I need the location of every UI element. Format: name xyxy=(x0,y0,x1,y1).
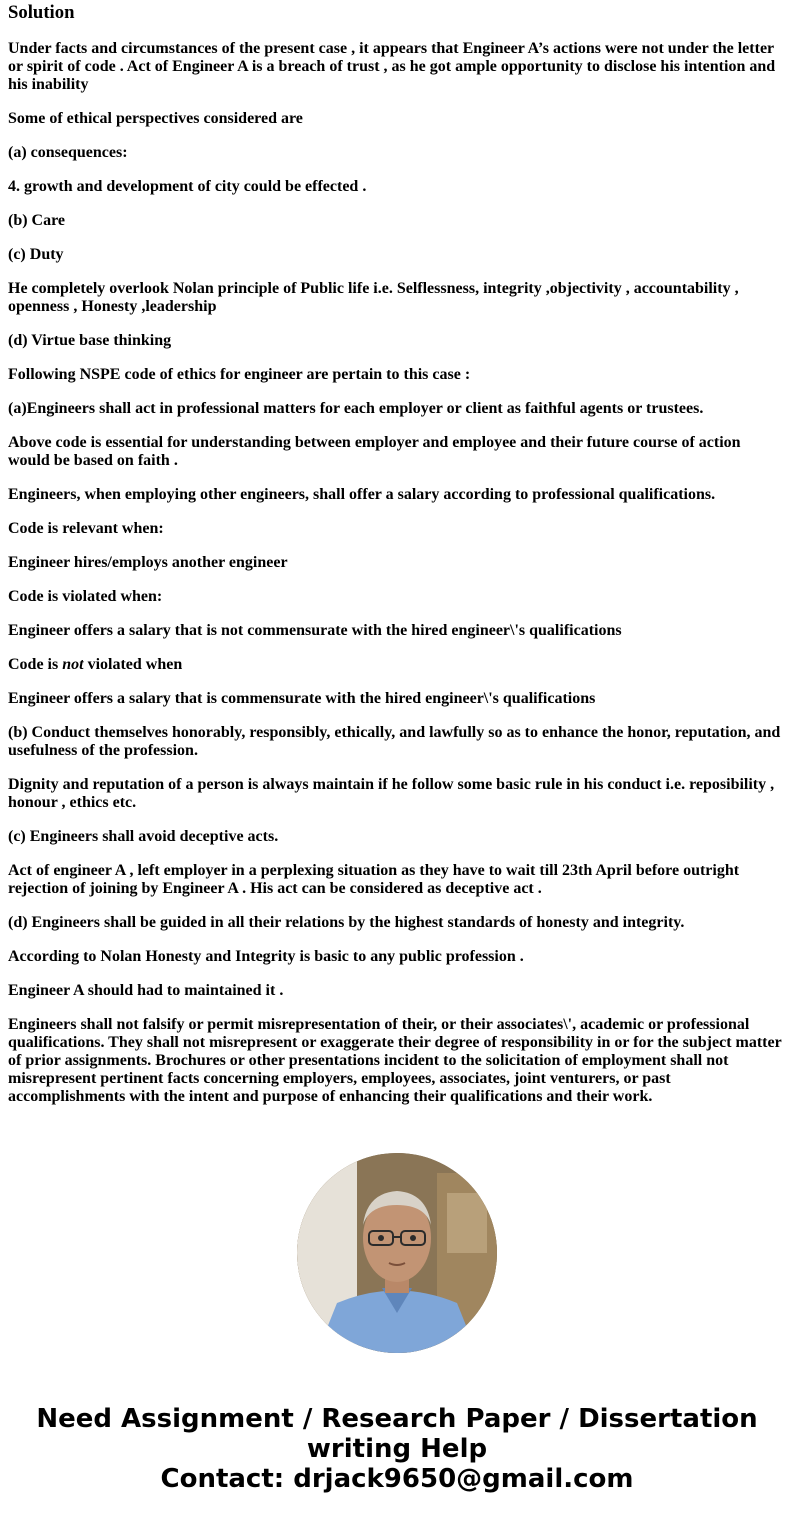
author-avatar xyxy=(297,1153,497,1353)
not-violated-before: Code is xyxy=(8,656,63,673)
footer-contact: Contact: drjack9650@gmail.com xyxy=(160,1464,634,1494)
paragraph-code-b: (b) Conduct themselves honorably, responsibly, ethically, and lawfully so as to enhance the honor, reputation, and usefulness of the profession. xyxy=(8,724,781,759)
footer-line-1: Need Assignment / Research Paper / Dissertation xyxy=(36,1404,758,1434)
paragraph-not-violated xyxy=(8,656,786,674)
paragraph-consequences: (a) consequences: xyxy=(8,144,128,161)
paragraph-intro: Under facts and circumstances of the present case , it appears that Engineer A’s actions were not under the letter or spirit of code . Act of Engineer A is a breach of trust , as he got ample opportunity to disclose his intention and his inability xyxy=(8,40,776,93)
solution-text xyxy=(8,40,786,1122)
paragraph-deceptive: Act of engineer A , left employer in a perplexing situation as they have to wait till 23th April before outright rejection of joining by Engineer A . His act can be considered as deceptive act . xyxy=(8,862,740,897)
paragraph-nolan-honesty: According to Nolan Honesty and Integrity is basic to any public profession . xyxy=(8,948,524,965)
paragraph-care: (b) Care xyxy=(8,212,66,229)
paragraph-salary: Engineers, when employing other engineers, shall offer a salary according to professional qualifications. xyxy=(8,486,716,503)
not-violated-emphasis: not xyxy=(62,656,84,673)
paragraph-dignity: Dignity and reputation of a person is always maintain if he follow some basic rule in his conduct i.e. reposibility , honour , ethics etc. xyxy=(8,776,775,811)
contact-banner xyxy=(0,1404,794,1494)
paragraph-code-a-explain: Above code is essential for understanding between employer and employee and their future course of action would be based on faith . xyxy=(8,434,741,469)
solution-heading: Solution xyxy=(8,2,75,23)
author-portrait-icon xyxy=(297,1153,497,1353)
paragraph-hires: Engineer hires/employs another engineer xyxy=(8,554,288,571)
paragraph-relevant: Code is relevant when: xyxy=(8,520,164,537)
paragraph-nspe-intro: Following NSPE code of ethics for engineer are pertain to this case : xyxy=(8,366,471,383)
paragraph-not-commensurate: Engineer offers a salary that is not commensurate with the hired engineer\'s qualifications xyxy=(8,622,622,639)
paragraph-code-c: (c) Engineers shall avoid deceptive acts. xyxy=(8,828,279,845)
paragraph-falsify: Engineers shall not falsify or permit misrepresentation of their, or their associates\', academic or professional qualifications. They shall not misrepresent or exaggerate their degree of responsibility in or for the subject matter of prior assignments. Brochures or other presentations incident to the solicitation of employment shall not misrepresent pertinent facts concerning employers, employees, associates, joint venturers, or past accomplishments with the intent and purpose of enhancing their qualifications and their work. xyxy=(8,1016,782,1105)
paragraph-duty: (c) Duty xyxy=(8,246,64,263)
footer-line-2: writing Help xyxy=(306,1434,488,1464)
paragraph-violated: Code is violated when: xyxy=(8,588,163,605)
paragraph-growth: 4. growth and development of city could be effected . xyxy=(8,178,367,195)
paragraph-virtue: (d) Virtue base thinking xyxy=(8,332,172,349)
not-violated-after: violated when xyxy=(83,656,183,673)
paragraph-maintain: Engineer A should had to maintained it . xyxy=(8,982,284,999)
paragraph-perspectives: Some of ethical perspectives considered are xyxy=(8,110,303,127)
paragraph-commensurate: Engineer offers a salary that is commensurate with the hired engineer\'s qualifications xyxy=(8,690,596,707)
paragraph-code-a: (a)Engineers shall act in professional matters for each employer or client as faithful agents or trustees. xyxy=(8,400,704,417)
paragraph-nolan: He completely overlook Nolan principle of Public life i.e. Selflessness, integrity ,objectivity , accountability , openness , Honesty ,leadership xyxy=(8,280,739,315)
paragraph-code-d: (d) Engineers shall be guided in all their relations by the highest standards of honesty and integrity. xyxy=(8,914,685,931)
